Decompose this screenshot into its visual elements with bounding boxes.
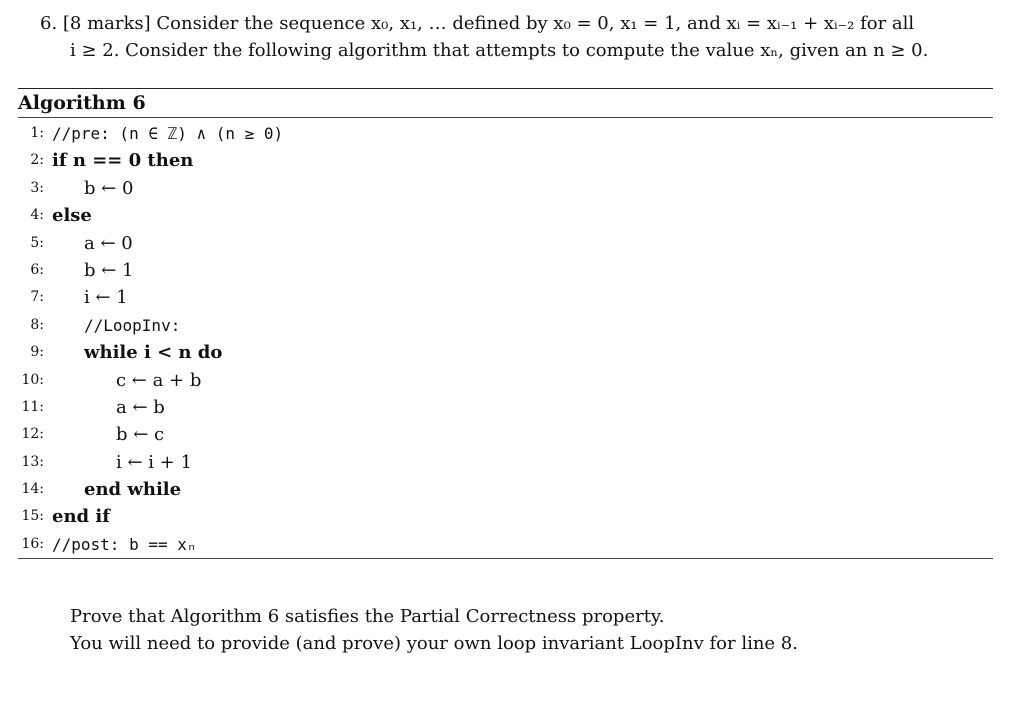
line-code: i ← 1	[84, 287, 128, 309]
algorithm-line	[18, 503, 993, 530]
line-number: 1:	[30, 125, 44, 141]
algorithm-line	[18, 476, 993, 503]
line-code: end if	[52, 506, 110, 528]
line-number: 4:	[30, 207, 44, 224]
line-code: //pre: (n ∈ ℤ) ∧ (n ≥ 0)	[52, 124, 284, 143]
algorithm-line	[18, 202, 993, 229]
line-number: 8:	[30, 316, 44, 333]
line-number: 15:	[21, 508, 44, 525]
line-code: a ← b	[116, 396, 165, 418]
question-line-1: 6. [8 marks] Consider the sequence x₀, x₁, … defined by x₀ = 0, x₁ = 1, and xᵢ = xᵢ₋₁ + xᵢ₋₂ for all	[40, 13, 915, 34]
line-number: 11:	[21, 398, 44, 415]
line-code: a ← 0	[84, 232, 133, 254]
algorithm-line	[18, 175, 993, 202]
line-number: 14:	[21, 481, 44, 498]
line-number: 10:	[21, 371, 44, 388]
algorithm-bottom-rule	[18, 558, 993, 559]
line-number: 16:	[21, 535, 44, 552]
algorithm-block	[18, 88, 993, 559]
line-code: else	[52, 205, 92, 227]
line-code: while i < n do	[84, 342, 223, 364]
line-code: //post: b == xₙ	[52, 534, 197, 554]
line-code: b ← 1	[84, 259, 134, 281]
line-number: 7:	[30, 289, 44, 306]
line-number: 12:	[21, 426, 44, 443]
line-number: 6:	[30, 261, 44, 278]
algorithm-line	[18, 257, 993, 284]
line-code: end while	[84, 479, 182, 501]
instructions-line-1: Prove that Algorithm 6 satisfies the Partial Correctness property.	[70, 606, 665, 627]
line-code: if n == 0 then	[52, 150, 194, 172]
algorithm-line	[18, 120, 993, 147]
line-code: b ← c	[116, 424, 165, 446]
line-number: 2:	[30, 152, 44, 169]
algorithm-line	[18, 284, 993, 311]
algorithm-line	[18, 339, 993, 366]
instructions	[70, 603, 798, 657]
line-code: i ← i + 1	[116, 451, 193, 473]
line-code: c ← a + b	[116, 369, 202, 391]
line-number: 13:	[21, 453, 44, 470]
line-code: //LoopInv:	[84, 315, 181, 335]
algorithm-title: Algorithm 6	[18, 92, 146, 114]
algorithm-line	[18, 449, 993, 476]
instructions-line-2: You will need to provide (and prove) your own loop invariant LoopInv for line 8.	[70, 633, 798, 654]
line-number: 9:	[30, 344, 44, 361]
algorithm-line	[18, 367, 993, 394]
algorithm-line	[18, 312, 993, 339]
line-number: 5:	[30, 234, 44, 251]
line-code: b ← 0	[84, 177, 134, 199]
line-number: 3:	[30, 179, 44, 196]
question-line-2: i ≥ 2. Consider the following algorithm that attempts to compute the value xₙ, given an n ≥ 0.	[70, 40, 929, 61]
algorithm-line	[18, 147, 993, 174]
algorithm-line	[18, 230, 993, 257]
question-text	[40, 10, 1000, 64]
algorithm-line	[18, 421, 993, 448]
algorithm-line	[18, 531, 993, 558]
algorithm-line	[18, 394, 993, 421]
algorithm-lines	[18, 118, 993, 558]
